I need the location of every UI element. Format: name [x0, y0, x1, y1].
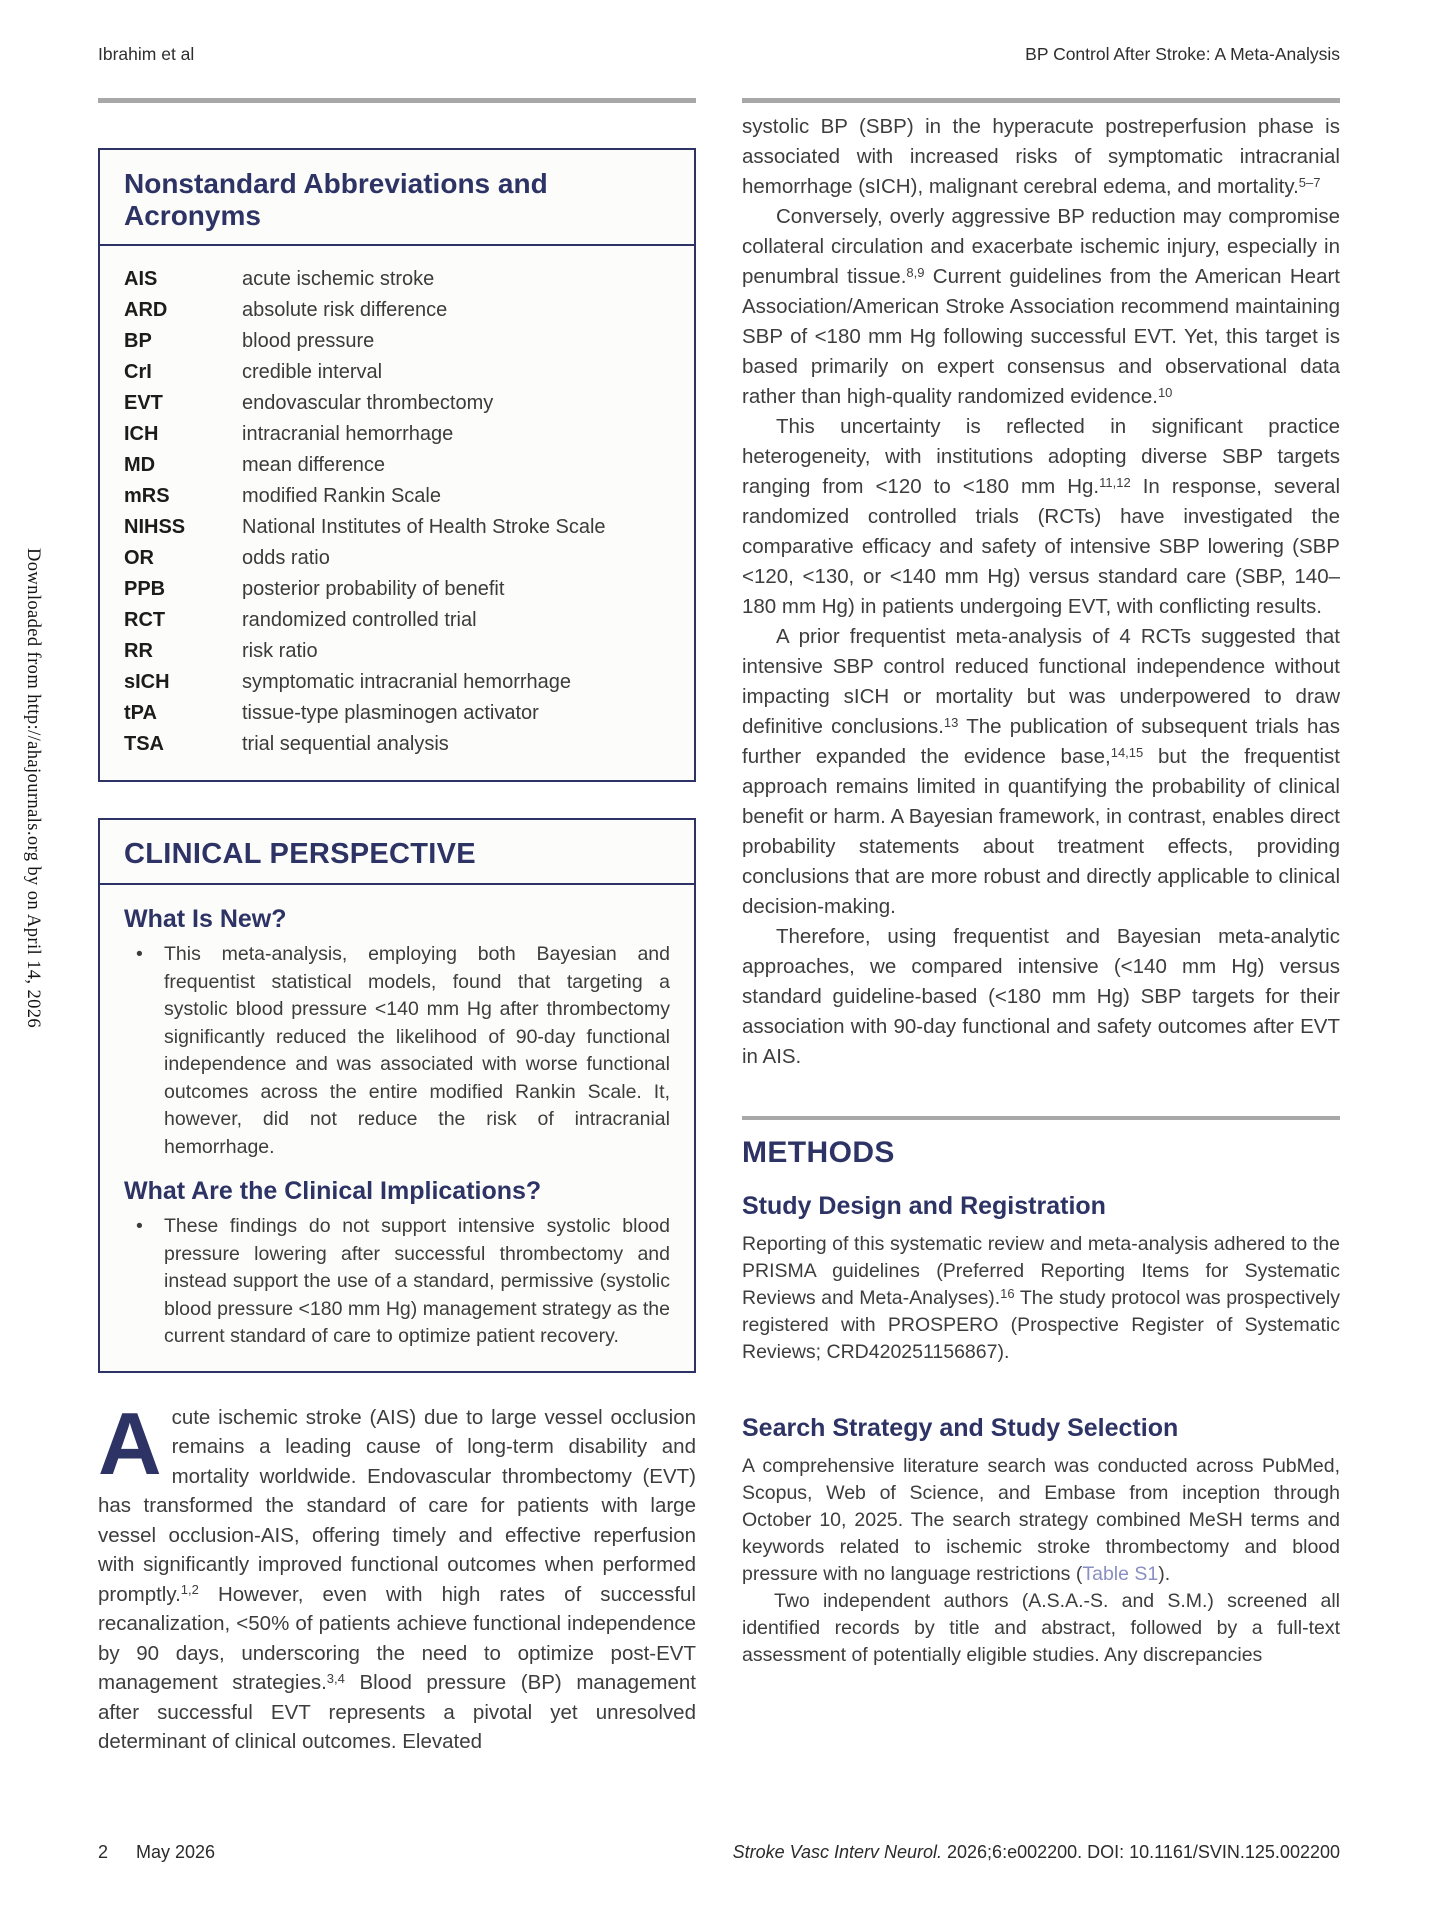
reference-superscript: 11,12 [1099, 474, 1131, 490]
abbreviation-row [124, 264, 670, 295]
abbreviation-row [124, 512, 670, 543]
abbreviation-term: AIS [124, 268, 158, 290]
text-run: The publication of subsequent trials has further expanded the evidence base, [742, 715, 1340, 768]
reference-superscript: 16 [1000, 1285, 1015, 1301]
abbreviation-row [124, 295, 670, 326]
right-column [742, 112, 1340, 1669]
abbreviation-definition: credible interval [242, 361, 383, 383]
reference-superscript: 8,9 [906, 264, 925, 280]
reference-superscript: 10 [1157, 384, 1173, 400]
abbreviation-term: RR [124, 640, 153, 662]
clinical-perspective-subheading: What Are the Clinical Implications? [124, 1177, 542, 1205]
abbreviation-definition: intracranial hemorrhage [242, 423, 454, 445]
right-column-rule [742, 98, 1340, 103]
citation-details: 2026;6:e002200. DOI: 10.1161/SVIN.125.002200 [942, 1842, 1340, 1862]
reference-superscript: 14,15 [1110, 744, 1144, 760]
running-head [98, 44, 1340, 65]
left-column [98, 120, 696, 1757]
text-run: but the frequentist approach remains limited in quantifying the probability of clinical benefit or harm. A Bayesian framework, in contrast, enables direct probability statements about treatment effects, providing conclusions that are more robust and directly applicable to clinical decision-making. [742, 745, 1341, 918]
abbreviation-definition: absolute risk difference [242, 299, 448, 321]
abbreviation-term: mRS [124, 485, 170, 507]
abbreviation-term: sICH [124, 671, 170, 693]
abbreviation-term: RCT [124, 609, 166, 631]
reference-superscript: 3,4 [326, 1670, 345, 1686]
text-run: cute ischemic stroke (AIS) due to large vessel occlusion remains a leading cause of long-term disability and mortality worldwide. Endovascular thrombectomy (EVT) has transformed the standard of care for patients with large vessel occlusion-AIS, offering timely and effective reperfusion with significantly improved functional outcomes when performed promptly. [98, 1405, 696, 1606]
abbreviation-definition: randomized controlled trial [242, 609, 477, 631]
bullet-item [124, 1213, 670, 1351]
running-head-title: BP Control After Stroke: A Meta-Analysis [1025, 44, 1340, 64]
footer-citation [733, 1842, 1340, 1863]
abbreviation-definition: odds ratio [242, 547, 330, 569]
clinical-perspective-box [98, 818, 696, 1373]
text-run: This meta-analysis, employing both Bayesian and frequentist statistical models, found that targeting a systolic blood pressure <140 mm Hg after thrombectomy significantly reduced the likelihood of 90-day functional independence and was associated with worse functional outcomes across the entire modified Rankin Scale. It, however, did not reduce the risk of intracranial hemorrhage. [164, 943, 670, 1158]
page-footer [98, 1842, 1340, 1863]
text-run: Two independent authors (A.S.A.-S. and S.M.) screened all identified records by title and abstract, followed by a full-text assessment of potentially eligible studies. Any discrepancies [742, 1590, 1340, 1666]
methods-section-rule [742, 1116, 1340, 1120]
reference-superscript: 1,2 [180, 1582, 199, 1597]
abbreviations-box-title: Nonstandard Abbreviations and Acronyms [100, 150, 694, 246]
right-column-paragraphs [742, 112, 1340, 1072]
text-run: This uncertainty is reflected in significant practice heterogeneity, with institutions adopting diverse SBP targets ranging from <120 to <180 mm Hg. [742, 415, 1340, 498]
abbreviation-row [124, 357, 670, 388]
methods-subheading: Search Strategy and Study Selection [742, 1414, 1179, 1442]
abbreviations-list [100, 246, 694, 780]
body-paragraph [742, 202, 1340, 412]
abbreviation-row [124, 543, 670, 574]
dropcap-letter: A [98, 1393, 162, 1493]
intro-paragraph-text [98, 1406, 696, 1754]
abbreviation-row [124, 729, 670, 760]
methods-subheading: Study Design and Registration [742, 1192, 1106, 1220]
body-paragraph [742, 922, 1340, 1072]
abbreviation-definition: blood pressure [242, 330, 375, 352]
abbreviation-row [124, 698, 670, 729]
abbreviations-box [98, 148, 696, 782]
text-run: Current guidelines from the American Heart Association/American Stroke Association recommend maintaining SBP of <180 mm Hg following successful EVT. Yet, this target is based primarily on expert consensus and observational data rather than high-quality randomized evidence. [742, 265, 1340, 408]
body-paragraph [742, 412, 1340, 622]
methods-subsections [742, 1192, 1340, 1669]
abbreviation-definition: posterior probability of benefit [242, 578, 505, 600]
abbreviation-term: NIHSS [124, 516, 186, 538]
abbreviation-definition: trial sequential analysis [242, 733, 449, 755]
download-watermark: Downloaded from http://ahajournals.org by on April 14, 2026 [23, 548, 43, 1029]
abbreviation-term: CrI [124, 361, 152, 383]
text-run: These findings do not support intensive systolic blood pressure lowering after successful thrombectomy and instead support the use of a standard, permissive (systolic blood pressure <180 mm Hg) management strategy as the current standard of care to optimize patient recovery. [164, 1215, 670, 1347]
abbreviation-row [124, 605, 670, 636]
abbreviation-definition: symptomatic intracranial hemorrhage [242, 671, 572, 693]
abbreviation-term: TSA [124, 733, 164, 755]
abbreviation-definition: National Institutes of Health Stroke Scale [242, 516, 606, 538]
methods-paragraph [742, 1231, 1340, 1366]
text-run: Therefore, using frequentist and Bayesian meta-analytic approaches, we compared intensive (<140 mm Hg) versus standard guideline-based (<180 mm Hg) SBP targets for their association with 90-day functional and safety outcomes after EVT in AIS. [742, 925, 1340, 1068]
abbreviation-row [124, 636, 670, 667]
bullet-text [164, 1215, 670, 1347]
abbreviation-row [124, 481, 670, 512]
abbreviation-definition: endovascular thrombectomy [242, 392, 494, 414]
text-run: ). [1158, 1563, 1171, 1585]
table-s1-link[interactable]: Table S1 [1082, 1563, 1159, 1585]
abbreviation-row [124, 419, 670, 450]
left-column-rule [98, 98, 696, 103]
abbreviation-definition: risk ratio [242, 640, 318, 662]
text-run: A prior frequentist meta-analysis of 4 RCTs suggested that intensive SBP control reduced functional independence without impacting sICH or mortality but was underpowered to draw definitive conclusions. [742, 625, 1340, 738]
reference-superscript: 13 [943, 714, 959, 730]
text-run: Reporting of this systematic review and meta-analysis adhered to the PRISMA guidelines (Preferred Reporting Items for Systematic Reviews and Meta-Analyses). [742, 1233, 1340, 1309]
issue-date: May 2026 [136, 1842, 216, 1862]
abbreviation-definition: modified Rankin Scale [242, 485, 441, 507]
abbreviation-row [124, 667, 670, 698]
reference-superscript: 5–7 [1298, 174, 1321, 190]
abbreviation-row [124, 326, 670, 357]
bullet-text [164, 943, 670, 1158]
abbreviation-row [124, 574, 670, 605]
text-run: A comprehensive literature search was conducted across PubMed, Scopus, Web of Science, and Embase from inception through October 10, 2025. The search strategy combined MeSH terms and keywords related to ischemic stroke thrombectomy and blood pressure with no language restrictions ( [742, 1455, 1340, 1585]
text-run: In response, several randomized controlled trials (RCTs) have investigated the comparative efficacy and safety of intensive SBP lowering (SBP <120, <130, or <140 mm Hg) versus standard care (SBP, 140–180 mm Hg) in patients undergoing EVT, with conflicting results. [742, 475, 1341, 618]
methods-heading: METHODS [742, 1136, 895, 1169]
methods-paragraph [742, 1453, 1340, 1588]
bullet-marker: • [136, 1215, 143, 1237]
abbreviation-definition: acute ischemic stroke [242, 268, 435, 290]
running-head-authors: Ibrahim et al [98, 44, 195, 64]
page-number: 2 [98, 1842, 109, 1862]
footer-left [98, 1842, 215, 1863]
abbreviation-row [124, 388, 670, 419]
abbreviation-term: OR [124, 547, 154, 569]
abbreviation-term: BP [124, 330, 152, 352]
text-run: systolic BP (SBP) in the hyperacute postreperfusion phase is associated with increased risks of symptomatic intracranial hemorrhage (sICH), malignant cerebral edema, and mortality. [742, 115, 1340, 198]
text-run: Blood pressure (BP) management after successful EVT represents a pivotal yet unresolved determinant of clinical outcomes. Elevated [98, 1671, 696, 1753]
text-run: Conversely, overly aggressive BP reduction may compromise collateral circulation and exacerbate ischemic injury, especially in penumbral tissue. [742, 205, 1340, 288]
abbreviation-term: ARD [124, 299, 168, 321]
bullet-item [124, 941, 670, 1161]
bullet-marker: • [136, 943, 143, 965]
abbreviation-definition: mean difference [242, 454, 386, 476]
clinical-perspective-title: CLINICAL PERSPECTIVE [100, 820, 694, 885]
text-run: However, even with high rates of successful recanalization, <50% of patients achieve functional independence by 90 days, underscoring the need to optimize post-EVT management strategies. [98, 1582, 696, 1694]
abbreviation-row [124, 450, 670, 481]
abbreviation-term: PPB [124, 578, 166, 600]
intro-paragraph [98, 1393, 696, 1757]
methods-paragraph [742, 1588, 1340, 1669]
abbreviation-term: tPA [124, 702, 157, 724]
clinical-perspective-sections [100, 885, 694, 1371]
abbreviation-definition: tissue-type plasminogen activator [242, 702, 539, 724]
clinical-perspective-subheading: What Is New? [124, 905, 287, 933]
body-paragraph [742, 112, 1340, 202]
abbreviation-term: MD [124, 454, 156, 476]
abbreviation-term: ICH [124, 423, 159, 445]
journal-name: Stroke Vasc Interv Neurol. [732, 1842, 943, 1862]
abbreviation-term: EVT [124, 392, 163, 414]
body-paragraph [742, 622, 1340, 922]
text-run: The study protocol was prospectively registered with PROSPERO (Prospective Register of Systematic Reviews; CRD420251156867). [742, 1287, 1341, 1363]
